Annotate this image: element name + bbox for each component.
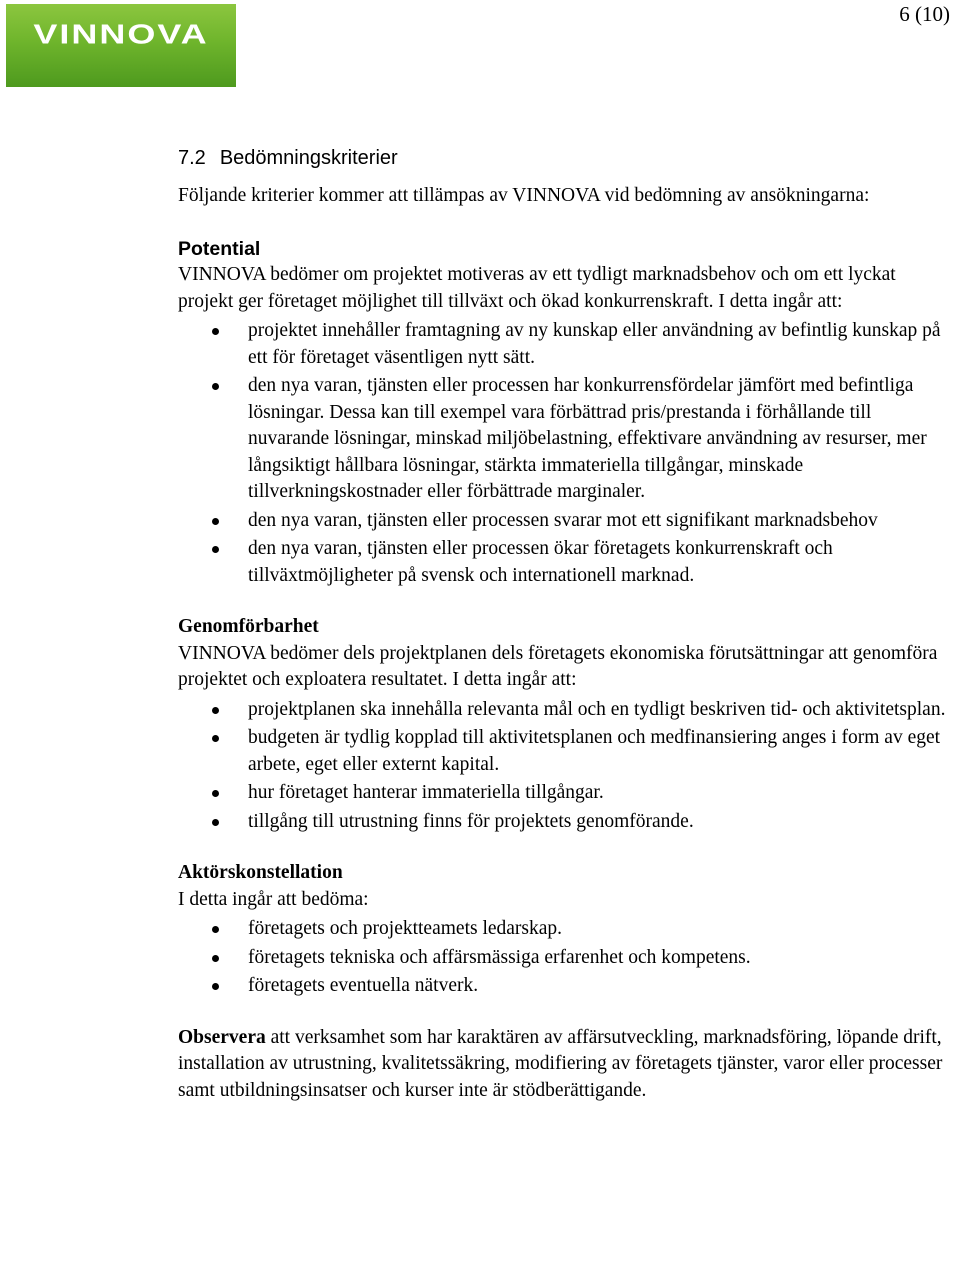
bullet-icon xyxy=(212,926,219,933)
aktorskonstellation-list xyxy=(178,916,948,1000)
list-item: projektet innehåller framtagning av ny kunskap eller användning av befintlig kunskap på ett för företaget väsentligen nytt sätt. xyxy=(178,318,948,371)
section-intro: Följande kriterier kommer att tillämpas av VINNOVA vid bedömning av ansökningarna: xyxy=(178,185,870,206)
bullet-icon xyxy=(212,790,219,797)
potential-list xyxy=(178,318,948,589)
aktorskonstellation-block xyxy=(178,860,948,1000)
observera-paragraph xyxy=(178,1025,948,1105)
section-number: 7.2 xyxy=(178,147,206,169)
logo-text: VINNOVA xyxy=(33,18,209,50)
list-item: hur företaget hanterar immateriella tillgångar. xyxy=(178,780,948,807)
bullet-icon xyxy=(212,383,219,390)
list-item: budgeten är tydlig kopplad till aktivitetsplanen och medfinansiering anges i form av eget arbete, eget eller externt kapital. xyxy=(178,725,948,778)
list-item: tillgång till utrustning finns för projektets genomförande. xyxy=(178,809,948,836)
section-title-text: Bedömningskriterier xyxy=(219,147,398,169)
list-item: den nya varan, tjänsten eller processen svarar mot ett signifikant marknadsbehov xyxy=(178,508,948,535)
genomforbarhet-block xyxy=(178,614,948,835)
vinnova-logo xyxy=(6,4,236,87)
bullet-icon xyxy=(212,735,219,742)
genomforbarhet-text: VINNOVA bedömer dels projektplanen dels företagets ekonomiska förutsättningar att genomföra projektet och exploatera resultatet. I detta ingår att: xyxy=(178,642,938,690)
aktorskonstellation-heading: Aktörskonstellation xyxy=(178,862,343,883)
list-item: företagets och projektteamets ledarskap. xyxy=(178,916,948,943)
bullet-icon xyxy=(212,328,219,335)
list-item: den nya varan, tjänsten eller processen ökar företagets konkurrenskraft och tillväxtmöjligheter på svensk och internationell marknad. xyxy=(178,536,948,589)
list-item: projektplanen ska innehålla relevanta mål och en tydligt beskriven tid- och aktivitetsplan. xyxy=(178,697,948,724)
list-item: företagets tekniska och affärsmässiga erfarenhet och kompetens. xyxy=(178,945,948,972)
potential-heading: Potential xyxy=(178,237,261,260)
bullet-icon xyxy=(212,983,219,990)
bullet-icon xyxy=(212,819,219,826)
observera-text: att verksamhet som har karaktären av affärsutveckling, marknadsföring, löpande drift, installation av utrustning, kvalitetssäkring, modifiering av företagets tjänster, varor eller processer samt utbildningsinsatser och kurser inte är stödberättigande. xyxy=(178,1026,943,1101)
observera-lead: Observera xyxy=(178,1026,266,1048)
potential-text: VINNOVA bedömer om projektet motiveras av ett tydligt marknadsbehov och om ett lyckat projekt ger företaget möjlighet till tillväxt och ökad konkurrenskraft. I detta ingår att: xyxy=(178,264,896,312)
section-title xyxy=(178,143,948,173)
bullet-icon xyxy=(212,707,219,714)
list-item: den nya varan, tjänsten eller processen har konkurrensfördelar jämfört med befintliga lösningar. Dessa kan till exempel vara förbättrad pris/prestanda i förhållande till nuvarande lösningar, minskad miljöbelastning, effektivare användning av resurser, mer långsiktigt hållbara lösningar, stärkta immateriella tillgångar, minskade tillverkningskostnader eller förbättrade marginaler. xyxy=(178,373,948,506)
page-number: 6 (10) xyxy=(899,2,950,26)
list-item: företagets eventuella nätverk. xyxy=(178,973,948,1000)
document-body xyxy=(178,143,948,1104)
bullet-icon xyxy=(212,518,219,525)
bullet-icon xyxy=(212,955,219,962)
genomforbarhet-list xyxy=(178,697,948,836)
bullet-icon xyxy=(212,546,219,553)
aktorskonstellation-text: I detta ingår att bedöma: xyxy=(178,888,369,910)
genomforbarhet-heading: Genomförbarhet xyxy=(178,616,319,637)
potential-block xyxy=(178,236,948,590)
